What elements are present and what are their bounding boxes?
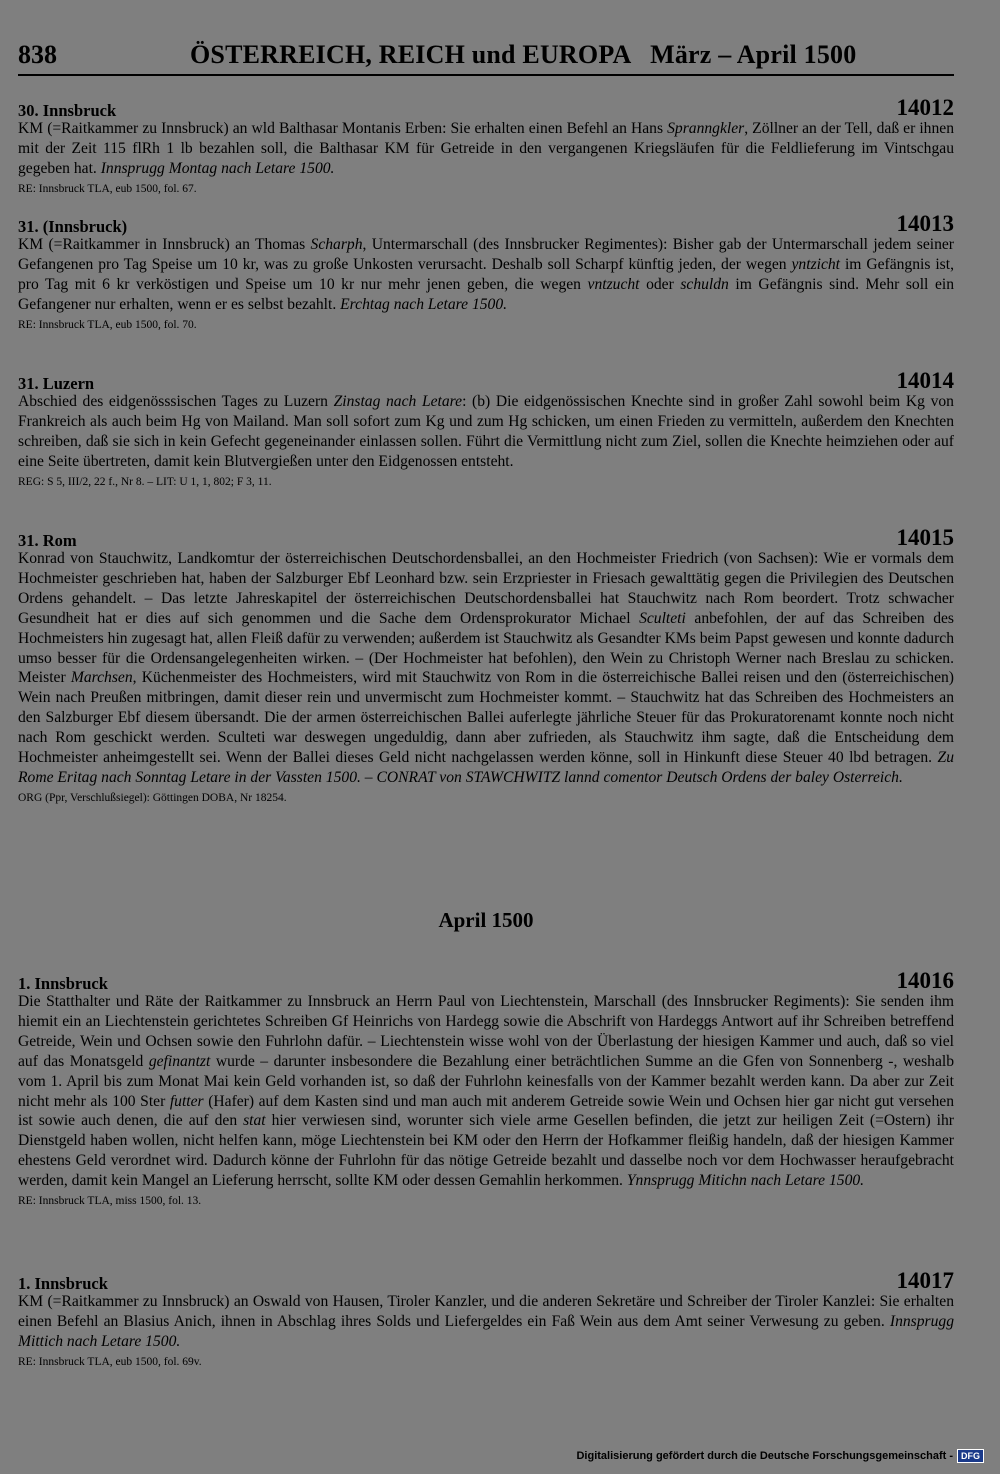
footer-text: Digitalisierung gefördert durch die Deutsche Forschungsgemeinschaft - bbox=[576, 1450, 953, 1462]
entry-text: KM (=Raitkammer in Innsbruck) an Thomas Scharph, Untermarschall (des Innsbrucker Regimentes): Bisher gab der Untermarschall jedem seiner Gefangenen pro Tag Speise um 10 kr, was zu große Unkosten verursacht. Deshalb soll Scharpf künftig jeden, der wegen yntzicht im Gefängnis ist, pro Tag mit 6 kr verköstigen und Speise um 10 kr nur mehr jenen geben, die wegen vntzucht oder schuldn im Gefängnis sind. Mehr soll ein Gefangener nur erhalten, wenn er es selbst bezahlt. Erchtag nach Letare 1500. bbox=[18, 236, 954, 313]
entry-number: 14016 bbox=[896, 968, 954, 993]
page-number: 838 bbox=[18, 40, 57, 69]
entry-number: 14017 bbox=[896, 1268, 954, 1293]
entry-date: 1. Innsbruck bbox=[18, 974, 108, 993]
entry-text: KM (=Raitkammer zu Innsbruck) an Oswald von Hausen, Tiroler Kanzler, und die anderen Sekretäre und Schreiber der Tiroler Kanzlei: Sie erhalten einen Befehl an Blasius Anich, ihnen in Abschlag ihres Solds und Liefergeldes ein Faß Wein aus dem Amt seiner Verwesung zu geben. Innsprugg Mittich nach Letare 1500. bbox=[18, 1293, 954, 1350]
entry-text: KM (=Raitkammer zu Innsbruck) an wld Balthasar Montanis Erben: Sie erhalten einen Befehl an Hans Spranngkler, Zöllner an der Tell, daß er ihnen mit der Zeit 115 flRh 1 lb bezahlen soll, die Balthasar KM für Getreide in den vergangenen Kriegsläufen für die Feldlieferung im Vintschgau gegeben hat. Innsprugg Montag nach Letare 1500. bbox=[18, 120, 954, 177]
funding-footer bbox=[576, 1449, 984, 1463]
entry-date: 31. Rom bbox=[18, 531, 77, 550]
entry-number: 14015 bbox=[896, 525, 954, 550]
entry-text: Die Statthalter und Räte der Raitkammer zu Innsbruck an Herrn Paul von Liechtenstein, Marschall (des Innsbrucker Regiments): Sie senden ihm hiemit ein an Liechtenstein gerichtetes Schreiben Gf Heinrichs von Hardegg sowie die Abschrift von Hardeggs Antwort auf ihr Schreiben betreffend Getreide, Wein und Ochsen sowie den Fuhrlohn dafür. – Liechtenstein wisse wohl von der Überlastung der hiesigen Kammer und auch, daß so viel auf das Monatsgeld gefinantzt wurde – darunter insbesondere die Bezahlung einer beträchtlichen Summe an die Gfen von Sonnenberg -, weshalb vom 1. April bis zum Monat Mai kein Geld vorhanden ist, so daß der Fuhrlohn keinesfalls von der Kammer bezahlt werden kann. Da aber zur Zeit nicht mehr als 100 Ster futter (Hafer) auf dem Kasten sind und man auch mit anderem Getreide sowie Wein und Ochsen hier gar nicht gut versehen ist sowie auch denen, die auf den stat hier verwiesen sind, worunter sich viele arme Gesellen befinden, die jetzt zur heiligen Zeit (=Ostern) ihr Dienstgeld haben wollen, nicht helfen kann, möge Liechtenstein bei KM oder den Herrn der Hofkammer fleißig handeln, daß der hiesigen Kammer ehestens Geld verordnet wird. Dadurch könne der Fuhrlohn für das nötige Getreide bezahlt und dasselbe noch vor dem Hochwasser heraufgebracht werden, damit kein Mangel an Lieferung herrscht, sollte KM oder dessen Gemahlin herkommen. Ynnsprugg Mitichn nach Letare 1500. bbox=[18, 993, 954, 1190]
regest-entry-14014 bbox=[18, 368, 954, 490]
entry-text: Konrad von Stauchwitz, Landkomtur der österreichischen Deutschordensballei, an den Hochmeister Friedrich (von Sachsen): Wie er vormals dem Hochmeister geschrieben hat, haben der Salzburger Ebf Leonhard bzw. sein Erzpriester in Friesach gewalttätig gegen die Privilegien des Deutschen Ordens gehandelt. – Das letzte Jahreskapitel der österreichischen Deutschordensballei hat Stauchwitz nach Rom beordert. Trotz schwacher Gesundheit hat er dies auf sich genommen und die Sache dem Ordensprokurator Michael Sculteti anbefohlen, der auf das Schreiben des Hochmeisters hin zugesagt hat, allen Fleiß dafür zu verwenden; außerdem ist Stauchwitz als Gesandter KMs beim Papst gewesen und konnte dadurch umso besser für die Ordensangelegenheiten wirken. – (Der Hochmeister hat befohlen), den Wein zu Christoph Werner nach Breslau zu schicken. Meister Marchsen, Küchenmeister des Hochmeisters, wird mit Stauchwitz von Rom in die österreichische Ballei reisen und den (österreichischen) Wein nach Preußen mitbringen, damit dieser rein und unvermischt zum Hochmeister kommt. – Stauchwitz hat das Schreiben des Hochmeisters an den Salzburger Ebf diesem übersandt. Die der armen österreichischen Ballei auferlegte jährliche Steuer für das Prokuratorenamt konnte noch nicht nach Rom geschickt werden. Sculteti war deswegen ungeduldig, dann aber zufrieden, als Stauchwitz ihm sagte, daß die Entscheidung dem Hochmeister anheimgestellt sei. Wenn der Ballei dieses Geld nicht nachgelassen werden könne, soll in Hinkunft diese Steuer 40 lbd betragen. Zu Rome Eritag nach Sonntag Letare in der Vassten 1500. – CONRAT von STAWCHWITZ lannd comentor Deutsch Ordens der baley Osterreich. bbox=[18, 550, 954, 786]
entry-number: 14014 bbox=[896, 368, 954, 393]
entry-number: 14012 bbox=[896, 95, 954, 120]
entry-date: 31. Luzern bbox=[18, 374, 95, 393]
regest-entry-14013 bbox=[18, 211, 954, 333]
entry-date: 30. Innsbruck bbox=[18, 101, 117, 120]
regest-entry-14012 bbox=[18, 95, 954, 197]
page-header bbox=[18, 40, 954, 76]
running-title: ÖSTERREICH, REICH und EUROPA März – April 1500 bbox=[190, 40, 857, 69]
entry-reference: REG: S 5, III/2, 22 f., Nr 8. – LIT: U 1, 1, 802; F 3, 11. bbox=[18, 475, 272, 488]
entry-reference: ORG (Ppr, Verschlußsiegel): Göttingen DOBA, Nr 18254. bbox=[18, 791, 287, 804]
header-rule bbox=[18, 74, 954, 76]
entry-reference: RE: Innsbruck TLA, eub 1500, fol. 67. bbox=[18, 182, 197, 195]
entry-reference: RE: Innsbruck TLA, eub 1500, fol. 69v. bbox=[18, 1355, 202, 1368]
month-heading: April 1500 bbox=[438, 908, 534, 932]
regest-entry-14015 bbox=[18, 525, 954, 806]
entry-reference: RE: Innsbruck TLA, miss 1500, fol. 13. bbox=[18, 1195, 202, 1208]
entry-text: Abschied des eidgenösssischen Tages zu Luzern Zinstag nach Letare: (b) Die eidgenössischen Knechte sind in großer Zahl sowohl beim Kg von Frankreich als auch beim Hg von Mailand. Man soll sofort zum Kg und zum Hg schicken, um einen Frieden zu vermitteln, außerdem den Knechten schreiben, daß sie sich in kein Gefecht gegeneinander einlassen sollen. Führt die Vermittlung nicht zum Ziel, sollen die Knechte heimziehen oder auf eine Seite übertreten, damit kein Blutvergießen unter den Eidgenossen entsteht. bbox=[18, 393, 954, 470]
entry-number: 14013 bbox=[896, 211, 954, 236]
entry-date: 31. (Innsbruck) bbox=[18, 217, 128, 236]
dfg-logo-icon: DFG bbox=[957, 1449, 984, 1463]
entry-date: 1. Innsbruck bbox=[18, 1274, 108, 1293]
regest-entry-14016 bbox=[18, 968, 954, 1209]
entry-reference: RE: Innsbruck TLA, eub 1500, fol. 70. bbox=[18, 318, 197, 331]
regest-entry-14017 bbox=[18, 1268, 954, 1370]
